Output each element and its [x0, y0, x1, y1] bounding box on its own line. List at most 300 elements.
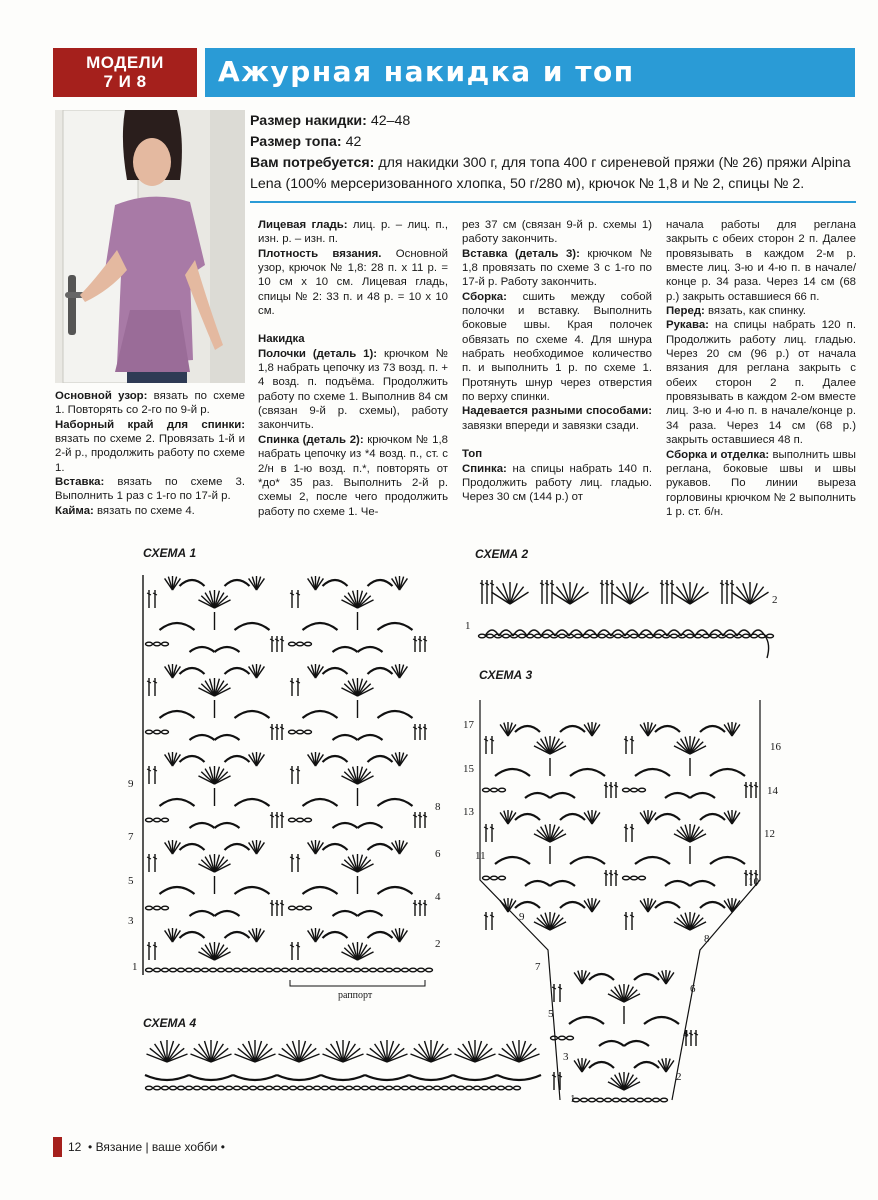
row-number: 3	[128, 915, 134, 927]
row-number: 6	[435, 848, 441, 860]
footer	[68, 1140, 225, 1154]
paragraph-heading: Плотность вязания.	[258, 247, 382, 260]
chain-stitch	[653, 1098, 660, 1102]
paragraph-heading: Перед:	[666, 305, 705, 318]
chain-arc	[323, 668, 348, 674]
chain-arc	[700, 726, 725, 732]
scheme3-label: СХЕМА 3	[479, 668, 533, 682]
chain-stitch	[146, 968, 153, 972]
chain-stitch	[297, 642, 304, 646]
paragraph-text: выполнить швы реглана, боковые швы и швы рукавов. По линии выреза горловины крючком № 2 выполнить 1 р. ст. б/н.	[666, 448, 856, 518]
chain-arc	[690, 881, 715, 886]
chain-arc	[225, 580, 250, 586]
chain-stitch	[402, 968, 409, 972]
chain-stitch	[162, 906, 169, 910]
chain-stitch	[162, 642, 169, 646]
repeat-bracket	[290, 980, 425, 986]
chain-arc	[233, 1075, 277, 1080]
chain-stitch	[170, 968, 177, 972]
chain-stitch	[370, 968, 377, 972]
chain-stitch	[645, 1098, 652, 1102]
chain-arc	[333, 735, 358, 740]
chain-stitch	[631, 876, 638, 880]
chain-stitch	[297, 906, 304, 910]
chain-stitch	[258, 1086, 265, 1090]
row-number: 11	[475, 850, 486, 862]
chain-stitch	[162, 730, 169, 734]
chain-stitch	[711, 634, 718, 638]
paragraph-text: вязать по схеме 2. Провязать 1-й и 2-й р., продолжить работу по схеме 1.	[55, 433, 245, 474]
chain-arc	[333, 647, 358, 652]
chain-stitch	[623, 788, 630, 792]
chain-arc	[303, 711, 338, 718]
chain-stitch	[146, 906, 153, 910]
chain-arc	[409, 1075, 453, 1080]
chain-stitch	[639, 788, 646, 792]
chain-arc	[190, 823, 215, 828]
row-number: 16	[770, 741, 781, 753]
paragraph-heading: Накидка	[258, 333, 305, 346]
chain-arc	[368, 580, 393, 586]
chain-stitch	[322, 1086, 329, 1090]
chain-arc	[515, 814, 540, 820]
magazine-name: • Вязание | ваше хобби •	[88, 1140, 225, 1154]
chain-arc	[710, 769, 745, 776]
paragraph-heading: Надевается разными способами:	[462, 405, 652, 418]
chain-stitch	[154, 818, 161, 822]
chain-stitch	[629, 1098, 636, 1102]
row-number: 15	[463, 763, 474, 775]
chain-stitch	[394, 1086, 401, 1090]
row-number: 6	[690, 983, 696, 995]
chain-stitch	[258, 968, 265, 972]
chain-stitch	[210, 968, 217, 972]
paragraph-text: завязки впереди и завязки сзади.	[462, 419, 639, 432]
chain-stitch	[613, 1098, 620, 1102]
chain-arc	[700, 902, 725, 908]
chain-arc	[655, 814, 680, 820]
row-number: 12	[764, 828, 775, 840]
chain-stitch	[290, 1086, 297, 1090]
chain-arc	[655, 902, 680, 908]
chain-arc	[321, 1075, 365, 1080]
chain-arc	[235, 799, 270, 806]
chain-stitch	[154, 968, 161, 972]
chain-arc	[599, 1041, 624, 1046]
chain-arc	[225, 668, 250, 674]
chain-arc	[235, 887, 270, 894]
chain-stitch	[154, 1086, 161, 1090]
chain-stitch	[491, 876, 498, 880]
chain-arc	[235, 711, 270, 718]
chain-arc	[570, 857, 605, 864]
chain-stitch	[639, 876, 646, 880]
stitch-fan-line	[556, 587, 570, 604]
chain-arc	[378, 711, 413, 718]
chain-stitch	[466, 1086, 473, 1090]
chain-stitch	[298, 968, 305, 972]
chain-arc	[225, 844, 250, 850]
row-number: 5	[548, 1008, 554, 1020]
page-title: Ажурная накидка и топ	[218, 55, 635, 88]
scheme4-label: СХЕМА 4	[143, 1016, 197, 1030]
chain-arc	[378, 887, 413, 894]
chain-stitch	[306, 1086, 313, 1090]
chain-stitch	[298, 1086, 305, 1090]
chain-stitch	[282, 1086, 289, 1090]
chain-stitch	[338, 1086, 345, 1090]
chain-stitch	[274, 1086, 281, 1090]
chain-arc	[323, 844, 348, 850]
row-number: 5	[128, 875, 134, 887]
chain-stitch	[194, 1086, 201, 1090]
chain-stitch	[479, 634, 486, 638]
chain-stitch	[482, 1086, 489, 1090]
chain-stitch	[162, 818, 169, 822]
chain-stitch	[559, 1036, 566, 1040]
chain-arc	[160, 711, 195, 718]
chain-arc	[710, 857, 745, 864]
chain-arc	[180, 844, 205, 850]
chain-stitch	[266, 1086, 273, 1090]
row-number: 7	[128, 831, 134, 843]
chain-stitch	[597, 1098, 604, 1102]
chain-stitch	[314, 968, 321, 972]
spec-materials: Вам потребуется: для накидки 300 г, для топа 400 г сиреневой пряжи (№ 26) пряжи Alpina Lena (100% мерсеризованного хлопка, 50 г/280 м), крючок № 1,8 и № 2, спицы № 2.	[250, 155, 851, 192]
chain-stitch	[743, 634, 750, 638]
stitch-fan-line	[736, 587, 750, 604]
chain-stitch	[194, 968, 201, 972]
row-number: 1	[465, 620, 471, 632]
chain-stitch	[631, 788, 638, 792]
row-number: 1	[570, 1093, 576, 1105]
chain-stitch	[297, 730, 304, 734]
chain-arc	[634, 974, 659, 980]
chain-stitch	[581, 1098, 588, 1102]
chain-stitch	[354, 1086, 361, 1090]
stitch-fan-line	[676, 587, 690, 604]
paragraph-text: начала работы для реглана закрыть с обеих сторон 2 п. Далее провязывать в каждом 2-м р. вместе лиц. 3-ю и 4-ю п. в начале/конце р. 34 раза. Через 14 см (68 р.) закрыть оставшиеся 66 п.	[666, 219, 856, 303]
chain-arc	[634, 1062, 659, 1068]
chain-stitch	[290, 968, 297, 972]
chain-stitch	[450, 1086, 457, 1090]
paragraph-heading: Рукава:	[666, 319, 709, 332]
chain-stitch	[305, 818, 312, 822]
chain-arc	[589, 974, 614, 980]
chain-stitch	[354, 968, 361, 972]
chain-arc	[277, 1075, 321, 1080]
paragraph-text: сшить между собой полочки и вставку. Выполнить боковые швы. Края полочек обвязать по схеме 4. Для шнура набрать необходимое количество п. и выполнить 1 р. по схеме 1. Протянуть шнур через отверстия по верху спинки.	[462, 290, 652, 404]
chain-stitch	[589, 1098, 596, 1102]
row-number: 4	[683, 1028, 689, 1040]
paragraph-text: рез 37 см (связан 9-й р. схемы 1) работу закончить.	[462, 219, 652, 246]
row-number: 4	[435, 891, 441, 903]
yarn-tail	[765, 636, 769, 658]
chain-arc	[624, 1041, 649, 1046]
chain-stitch	[386, 968, 393, 972]
chain-stitch	[434, 1086, 441, 1090]
row-number: 8	[435, 801, 441, 813]
chain-stitch	[442, 1086, 449, 1090]
chain-stitch	[559, 634, 566, 638]
chain-stitch	[162, 968, 169, 972]
chain-stitch	[202, 1086, 209, 1090]
chain-arc	[358, 735, 383, 740]
row-number: 2	[772, 594, 778, 606]
chain-arc	[215, 911, 240, 916]
chain-arc	[368, 756, 393, 762]
chain-stitch	[218, 968, 225, 972]
chain-arc	[635, 857, 670, 864]
chain-stitch	[687, 634, 694, 638]
row-number: 8	[704, 933, 710, 945]
chain-arc	[365, 1075, 409, 1080]
chain-stitch	[655, 634, 662, 638]
chain-arc	[525, 881, 550, 886]
chain-arc	[589, 1062, 614, 1068]
chain-stitch	[575, 634, 582, 638]
insert-outline	[480, 700, 560, 1100]
chain-arc	[160, 623, 195, 630]
paragraph-text: вязать, как спинку.	[704, 305, 806, 318]
chain-stitch	[519, 634, 526, 638]
chain-stitch	[605, 1098, 612, 1102]
paragraph-heading: Топ	[462, 448, 483, 461]
chain-stitch	[289, 818, 296, 822]
paragraph-text: крючком № 1,8 набрать цепочку из *4 возд. п., ст. с 2/н в 1-ю возд. п.*, повторять от *до* 35 раз. Выполнить 2-й р. схемы 2, после чего продолжить работу по схеме 1. Че-	[258, 433, 449, 518]
page-number: 12	[68, 1140, 82, 1154]
stitch-fan-line	[630, 587, 644, 604]
paragraph-heading: Кайма:	[55, 504, 94, 517]
chain-arc	[368, 668, 393, 674]
chain-stitch	[289, 730, 296, 734]
chain-stitch	[154, 906, 161, 910]
paragraph-heading: Вставка (деталь 3):	[462, 247, 580, 260]
chain-stitch	[338, 968, 345, 972]
stitch-fan-line	[750, 587, 764, 604]
chain-stitch	[362, 968, 369, 972]
chain-stitch	[503, 634, 510, 638]
chain-arc	[560, 814, 585, 820]
row-number: 10	[748, 876, 759, 888]
models-badge-line1: МОДЕЛИ	[86, 53, 164, 72]
chain-stitch	[234, 968, 241, 972]
chain-arc	[358, 911, 383, 916]
chain-stitch	[178, 968, 185, 972]
chain-arc	[515, 726, 540, 732]
paragraph-text: лиц. р. – лиц. п., изн. р. – изн. п.	[258, 219, 448, 246]
chain-stitch	[378, 968, 385, 972]
chain-arc	[550, 793, 575, 798]
chain-arc	[303, 623, 338, 630]
chain-arc	[690, 793, 715, 798]
chain-stitch	[322, 968, 329, 972]
paragraph-text: вязать по схеме 3. Выполнить 1 раз с 1-го по 17-й р.	[55, 476, 245, 503]
chain-stitch	[483, 788, 490, 792]
chain-arc	[215, 735, 240, 740]
chain-stitch	[370, 1086, 377, 1090]
chain-arc	[378, 623, 413, 630]
spec-size-top: Размер топа: 42	[250, 134, 362, 150]
chain-stitch	[242, 968, 249, 972]
chain-stitch	[266, 968, 273, 972]
chain-arc	[525, 793, 550, 798]
chain-stitch	[499, 876, 506, 880]
chain-arc	[665, 793, 690, 798]
chain-stitch	[289, 642, 296, 646]
chain-stitch	[346, 1086, 353, 1090]
chain-arc	[570, 769, 605, 776]
paragraph-text: Основной узор, крючок № 1,8: 28 п. х 11 р. = 10 см х 10 см. Лицевая гладь, спицы № 2: 33 п. и 48 р. = 10 х 10 см.	[258, 247, 448, 318]
chain-arc	[235, 623, 270, 630]
paragraph-text: на спицы набрать 140 п. Продолжить работу лиц. гладью. Через 30 см (144 р.) от	[462, 462, 652, 504]
chain-stitch	[418, 1086, 425, 1090]
chain-stitch	[474, 1086, 481, 1090]
repeat-label: раппорт	[338, 990, 373, 1001]
chain-arc	[515, 902, 540, 908]
chain-arc	[700, 814, 725, 820]
row-number: 2	[676, 1071, 682, 1083]
paragraph-text: вязать по схеме 1. Повторять со 2-го по 9-й р.	[55, 390, 245, 417]
paragraph-text: на спицы набрать 120 п. Продолжить работу лиц. гладью. Через 20 см (96 р.) от начала вязания для реглана закрыть с обеих сторон 2 п. Далее провязывать в каждом 2-ом вместе лиц. 3-ю и 4-ю п. в начале/конце р. 34 раза. Через 14 см (68 р.) закрыть оставшиеся 48 п.	[666, 319, 856, 447]
chain-stitch	[305, 642, 312, 646]
chain-stitch	[226, 1086, 233, 1090]
paragraph-heading: Лицевая гладь:	[258, 219, 348, 231]
chain-arc	[333, 911, 358, 916]
chain-arc	[665, 881, 690, 886]
chain-arc	[569, 1017, 604, 1024]
chain-arc	[225, 756, 250, 762]
chain-arc	[215, 823, 240, 828]
chain-stitch	[621, 1098, 628, 1102]
paragraph-text: крючком № 1,8 набрать цепочку из 73 возд. п. + 4 возд. п. подъёма. Продолжить работу по схеме 1. Выполнив 84 см (связан 9-й р. схемы), работу закончить.	[258, 347, 448, 432]
chain-arc	[497, 1075, 541, 1080]
chain-stitch	[226, 968, 233, 972]
chain-arc	[225, 932, 250, 938]
chain-arc	[145, 1075, 189, 1080]
stitch-fan-line	[510, 587, 524, 604]
chain-arc	[333, 823, 358, 828]
chain-stitch	[573, 1098, 580, 1102]
chain-arc	[303, 887, 338, 894]
chain-stitch	[490, 1086, 497, 1090]
row-number: 13	[463, 806, 474, 818]
chain-stitch	[186, 1086, 193, 1090]
chain-arc	[215, 647, 240, 652]
chain-stitch	[289, 906, 296, 910]
chain-arc	[453, 1075, 497, 1080]
stitch-fan-line	[496, 587, 510, 604]
chain-stitch	[483, 876, 490, 880]
scheme2-label: СХЕМА 2	[475, 547, 529, 561]
spec-size-cape: Размер накидки: 42–48	[250, 113, 411, 129]
chain-stitch	[202, 968, 209, 972]
chain-arc	[180, 668, 205, 674]
chain-arc	[495, 769, 530, 776]
chain-stitch	[551, 1036, 558, 1040]
chain-arc	[180, 756, 205, 762]
chain-stitch	[378, 1086, 385, 1090]
chain-stitch	[418, 968, 425, 972]
chain-stitch	[631, 634, 638, 638]
chain-arc	[358, 823, 383, 828]
paragraph-heading: Спинка (деталь 2):	[258, 433, 364, 446]
chain-stitch	[305, 906, 312, 910]
row-number: 1	[132, 961, 138, 973]
chain-stitch	[146, 730, 153, 734]
stitch-fan-line	[570, 587, 584, 604]
chain-arc	[323, 756, 348, 762]
paragraph-heading: Наборный край для спинки:	[55, 418, 245, 431]
stitch-fan-line	[690, 587, 704, 604]
chain-stitch	[154, 730, 161, 734]
chain-stitch	[154, 642, 161, 646]
row-number: 9	[519, 911, 525, 923]
chain-stitch	[727, 634, 734, 638]
chain-stitch	[210, 1086, 217, 1090]
chain-stitch	[234, 1086, 241, 1090]
paragraph-heading: Спинка:	[462, 462, 507, 475]
chain-stitch	[543, 634, 550, 638]
row-number: 3	[563, 1051, 569, 1063]
paragraph-heading: Сборка и отделка:	[666, 448, 770, 461]
chain-arc	[323, 580, 348, 586]
chain-stitch	[402, 1086, 409, 1090]
row-number: 17	[463, 719, 474, 731]
chain-stitch	[498, 1086, 505, 1090]
chain-stitch	[767, 634, 774, 638]
chain-stitch	[362, 1086, 369, 1090]
chain-stitch	[297, 818, 304, 822]
chain-arc	[160, 799, 195, 806]
chain-stitch	[242, 1086, 249, 1090]
chain-arc	[180, 932, 205, 938]
chain-arc	[378, 799, 413, 806]
chain-stitch	[218, 1086, 225, 1090]
chain-stitch	[458, 1086, 465, 1090]
chain-stitch	[330, 968, 337, 972]
row-number: 14	[767, 785, 778, 797]
chain-arc	[323, 932, 348, 938]
chain-stitch	[314, 1086, 321, 1090]
chain-stitch	[410, 1086, 417, 1090]
chain-stitch	[330, 1086, 337, 1090]
chain-arc	[655, 726, 680, 732]
chain-stitch	[491, 788, 498, 792]
models-badge-line2: 7 И 8	[103, 72, 147, 91]
paragraph-heading: Вставка:	[55, 476, 105, 489]
chain-stitch	[250, 1086, 257, 1090]
chain-arc	[180, 580, 205, 586]
chain-stitch	[186, 968, 193, 972]
chain-stitch	[305, 730, 312, 734]
chain-stitch	[671, 634, 678, 638]
chain-stitch	[661, 1098, 668, 1102]
chain-stitch	[346, 968, 353, 972]
chain-stitch	[386, 1086, 393, 1090]
chain-stitch	[170, 1086, 177, 1090]
chain-stitch	[514, 1086, 521, 1090]
paragraph-heading: Сборка:	[462, 290, 507, 303]
chain-stitch	[567, 1036, 574, 1040]
chain-stitch	[274, 968, 281, 972]
chain-stitch	[499, 788, 506, 792]
chain-arc	[560, 902, 585, 908]
chain-stitch	[306, 968, 313, 972]
chain-stitch	[506, 1086, 513, 1090]
chain-stitch	[487, 634, 494, 638]
chain-arc	[550, 881, 575, 886]
